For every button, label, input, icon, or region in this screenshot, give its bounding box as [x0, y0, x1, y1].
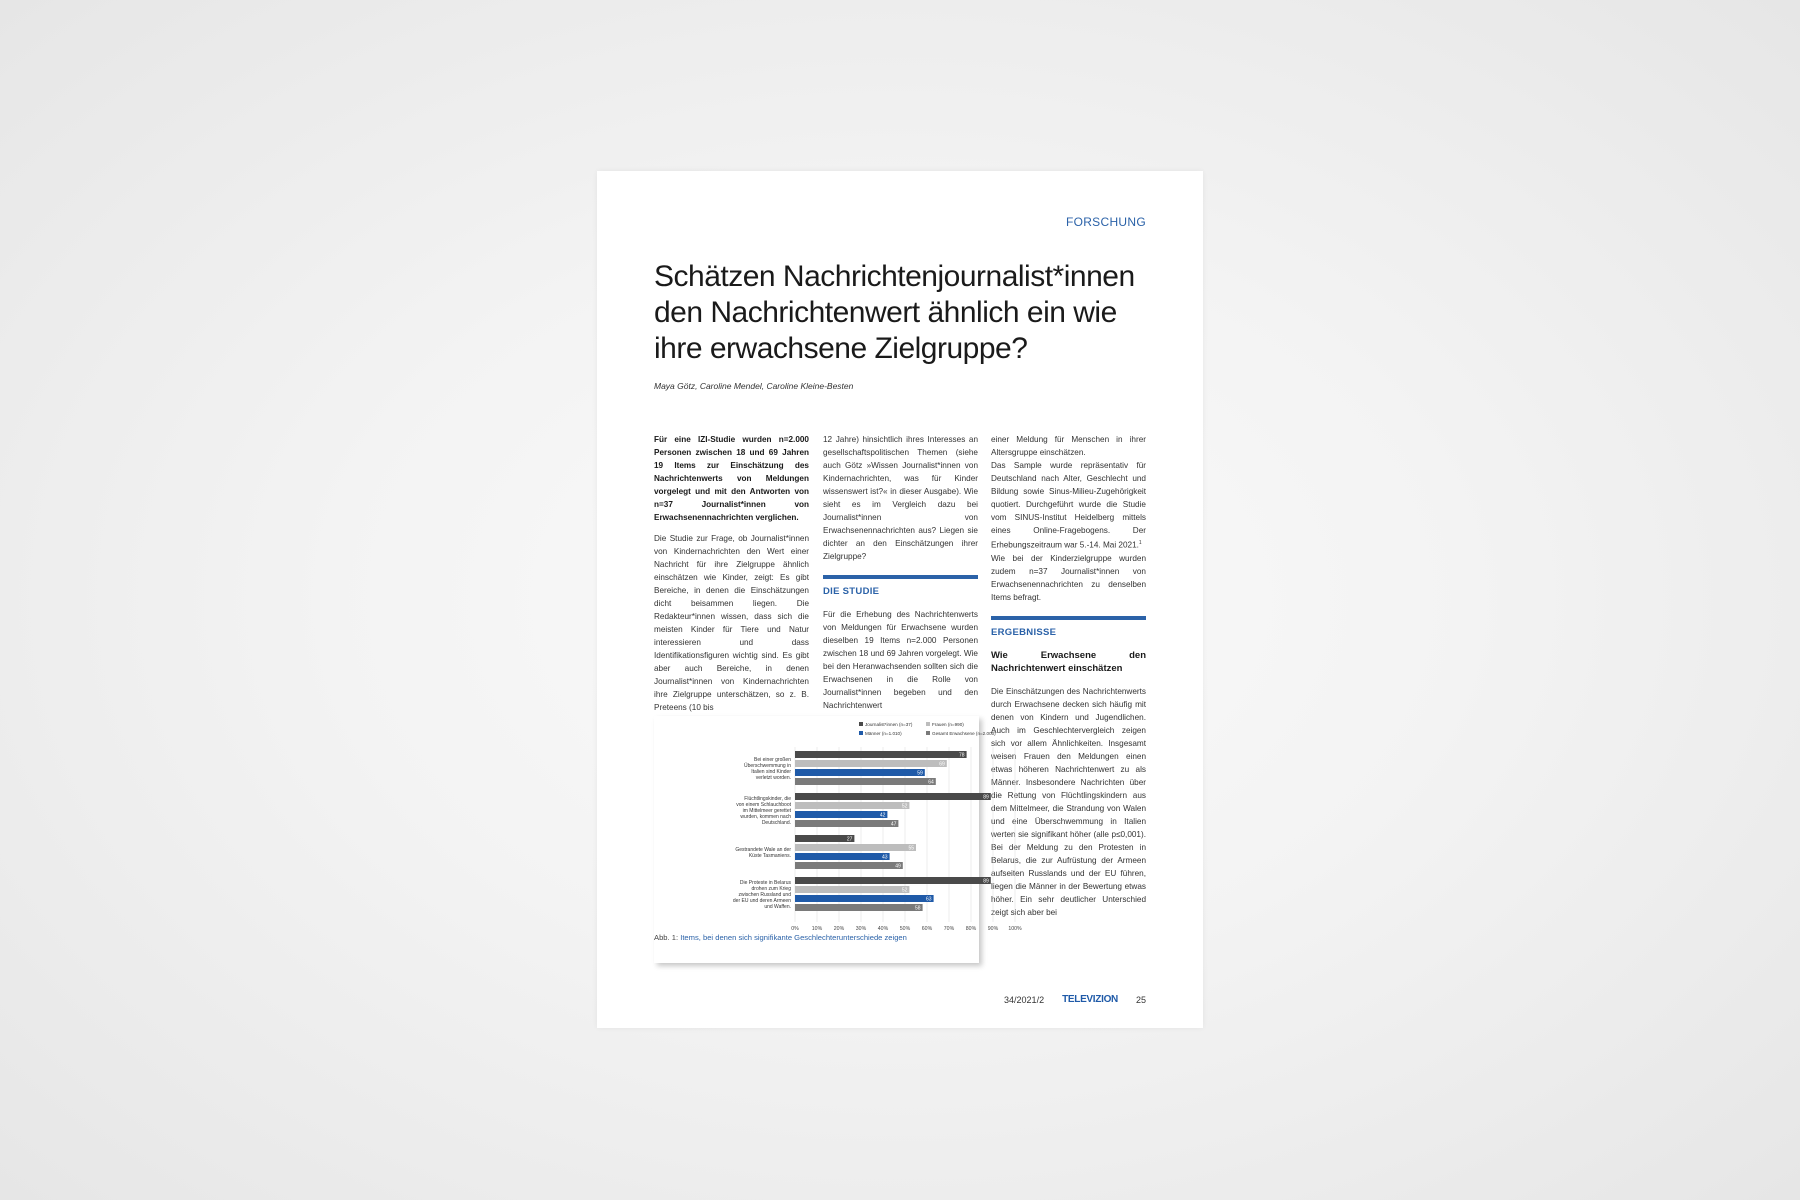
x-tick-label: 0%	[791, 926, 799, 932]
category-label: Bei einer großen	[754, 757, 791, 763]
page-number: 25	[1135, 994, 1146, 1005]
bar-value-label: 49	[895, 863, 901, 870]
lead-paragraph: Für eine IZI-Studie wurden n=2.000 Personen zwischen 18 und 69 Jahren 19 Items zur Einschätzung des Nachrichtenwerts von Meldungen vorgelegt und mit den Antworten von n=37 Journalist*innen von Erwachsenennachrichten verglichen.	[654, 435, 809, 522]
category-label: von einem Schlauchboot	[736, 802, 791, 808]
brand-logo: TELEVIZION	[1062, 994, 1118, 1005]
bar	[795, 886, 909, 893]
x-tick-label: 40%	[877, 926, 889, 932]
x-tick-label: 60%	[921, 926, 933, 932]
figure-caption	[654, 933, 974, 942]
category-label: Flüchtlingskinder, die	[744, 796, 791, 802]
category-label: Italien sind Kinder	[751, 769, 791, 775]
bar	[795, 778, 936, 785]
bar-value-label: 63	[926, 896, 932, 903]
category-label: drohen zum Krieg	[751, 886, 791, 892]
bar-chart	[654, 716, 1022, 932]
bar-value-label: 52	[901, 803, 908, 810]
body-paragraph: Die Studie zur Frage, ob Journalist*innen von Kindernachrichten den Wert einer Nachricht für ihre Zielgruppe ähnlich einschätzen wie Kinder, zeigt: Es gibt Bereiche, in denen die Einschätzungen dicht beisammen liegen. Die Redakteur*innen wissen, dass sich die meisten Kinder für Tiere und Natur interessieren und dass Identifikationsfiguren wichtig sind. Es gibt aber auch Bereiche, in denen Journalist*innen von Kindernachrichten ihre Zielgruppe unterschätzen, so z. B. Preteens (10 bis	[654, 534, 809, 712]
bar	[795, 895, 934, 902]
caption-text: Items, bei denen sich signifikante Geschlechterunterschiede zeigen	[680, 933, 907, 942]
section-heading-label: DIE STUDIE	[823, 586, 880, 597]
bar-value-label: 58	[915, 905, 921, 912]
bar	[795, 862, 903, 869]
article-title: Schätzen Nachrichtenjournalist*innen den Nachrichtenwert ähnlich ein wie ihre erwachsene Zielgruppe?	[654, 260, 1135, 365]
bar-value-label: 89	[983, 878, 989, 885]
body-paragraph: Für die Erhebung des Nachrichtenwerts von Meldungen für Erwachsene wurden dieselben 19 Items n=2.000 Personen zwischen 18 und 69 Jahren vorgelegt. Wie bei den Heranwachsenden sollten sich die Erwachsenen in die Rolle von Journalist*innen begeben und den Nachrichtenwert	[823, 610, 978, 710]
category-label: und Waffen.	[764, 904, 791, 910]
bar	[795, 769, 925, 776]
category-label: der EU und deren Armeen	[732, 898, 791, 904]
x-tick-label: 50%	[899, 926, 911, 932]
bar	[795, 844, 916, 851]
category-label: im Mittelmeer gerettet	[742, 808, 791, 814]
section-heading-ergebnisse	[991, 616, 1146, 639]
x-tick-label: 100%	[1008, 926, 1022, 932]
bar	[795, 877, 991, 884]
footnote-marker: 1	[1138, 540, 1142, 546]
text-column-2	[823, 433, 978, 720]
bar	[795, 853, 890, 860]
bar	[795, 760, 947, 767]
caption-prefix: Abb. 1:	[654, 933, 679, 942]
category-label: wurden, kommen nach	[740, 814, 791, 820]
x-tick-label: 80%	[965, 926, 977, 932]
text-column-1	[654, 433, 809, 722]
category-label: Küste Tasmaniens.	[748, 853, 791, 859]
x-tick-label: 30%	[855, 926, 867, 932]
body-paragraph: Die Einschätzungen des Nachrichtenwerts durch Erwachsene decken sich häufig mit denen von Kindern und Jugendlichen. Auch im Geschlechtervergleich zeigen sich vor allem Ähnlichkeiten. Insgesamt weisen Frauen den Meldungen einen etwas höheren Nachrichtenwert zu als Männer. Insbesondere Nachrichten über die Rettung von Flüchtlingskindern aus dem Mittelmeer, die Strandung von Walen und eine Überschwemmung in Italien werten sie signifikant höher (alle p≤0,001). Bei der Meldung zu den Protesten in Belarus, die zur Aufrüstung der Armeen aufseiten Russlands und der EU führen, liegen die Männer in der Bewertung etwas höher. Ein sehr deutlicher Unterschied zeigt sich aber bei	[991, 686, 1146, 917]
body-paragraph: Wie bei der Kinderzielgruppe wurden zudem n=37 Journalist*innen von Erwachsenennachrichten zu denselben Items befragt.	[991, 553, 1146, 602]
bar-value-label: 43	[882, 854, 888, 861]
legend-swatch	[926, 731, 930, 735]
body-paragraph: einer Meldung für Menschen in ihrer Altersgruppe einschätzen.	[991, 435, 1146, 457]
legend-label: Gesamt Erwachsene (n=2.000)	[932, 731, 996, 736]
x-tick-label: 10%	[811, 926, 823, 932]
legend-label: Männer (n=1.010)	[865, 731, 902, 736]
bar	[795, 835, 854, 842]
subheading: Wie Erwachsene den Nachrichtenwert einschätzen	[991, 649, 1146, 674]
bar-value-label: 27	[846, 836, 853, 843]
legend-label: Frauen (n=990)	[932, 722, 964, 727]
bar-chart-figure	[654, 716, 1022, 963]
text-column-3	[991, 433, 1146, 927]
section-tag: FORSCHUNG	[1065, 215, 1146, 229]
bar-value-label: 55	[908, 845, 914, 852]
bar-value-label: 78	[959, 752, 965, 759]
bar	[795, 904, 923, 911]
bar	[795, 802, 909, 809]
body-paragraph: 12 Jahre) hinsichtlich ihres Interesses an gesellschaftspolitischen Themen (siehe auch Götz »Wissen Journalist*innen von Kindernachrichten, was für Kinder wissenswert ist?« in dieser Ausgabe). Wie sieht es im Vergleich dazu bei Journalist*innen von Erwachsenennachrichten aus? Liegen sie dichter an den Einschätzungen ihrer Zielgruppe?	[823, 435, 978, 561]
page-footer	[1004, 994, 1146, 1005]
body-paragraph	[991, 459, 1146, 552]
bar	[795, 793, 991, 800]
category-label: Überschwemmung in	[744, 763, 791, 769]
body-paragraph-text: Das Sample wurde repräsentativ für Deutschland nach Alter, Geschlecht und Bildung sowie Sinus-Milieu-Zugehörigkeit quotiert. Durchgeführt wurde die Studie vom SINUS-Institut Heidelberg mittels eines Online-Fragebogens. Der Erhebungszeitraum war 5.-14. Mai 2021.	[991, 461, 1146, 550]
legend-swatch	[859, 731, 863, 735]
x-tick-label: 20%	[833, 926, 845, 932]
x-tick-label: 70%	[943, 926, 955, 932]
legend-label: Journalist*innen (n=37)	[865, 722, 913, 727]
bar-value-label: 59	[917, 770, 923, 777]
category-label: zwischen Russland und	[738, 892, 791, 898]
bar-value-label: 69	[939, 761, 945, 768]
bar-value-label: 64	[928, 779, 934, 786]
x-tick-label: 90%	[987, 926, 999, 932]
bar	[795, 820, 898, 827]
section-heading-die-studie	[823, 575, 978, 598]
magazine-page	[597, 171, 1203, 1028]
bar	[795, 751, 967, 758]
category-label: Die Proteste in Belarus	[739, 880, 791, 886]
category-label: Deutschland.	[761, 820, 791, 826]
bar	[795, 811, 887, 818]
issue-number: 34/2021/2	[1004, 994, 1045, 1005]
bar-value-label: 42	[879, 812, 886, 819]
bar-value-label: 47	[890, 821, 897, 828]
section-heading-label: ERGEBNISSE	[991, 626, 1057, 638]
category-label: Gestrandete Wale an der	[735, 847, 791, 853]
bar-value-label: 89	[983, 794, 989, 801]
bar-value-label: 52	[901, 887, 908, 894]
category-label: verletzt worden.	[755, 775, 791, 781]
legend-swatch	[926, 722, 930, 726]
article-authors: Maya Götz, Caroline Mendel, Caroline Kleine-Besten	[654, 381, 854, 391]
legend-swatch	[859, 722, 863, 726]
